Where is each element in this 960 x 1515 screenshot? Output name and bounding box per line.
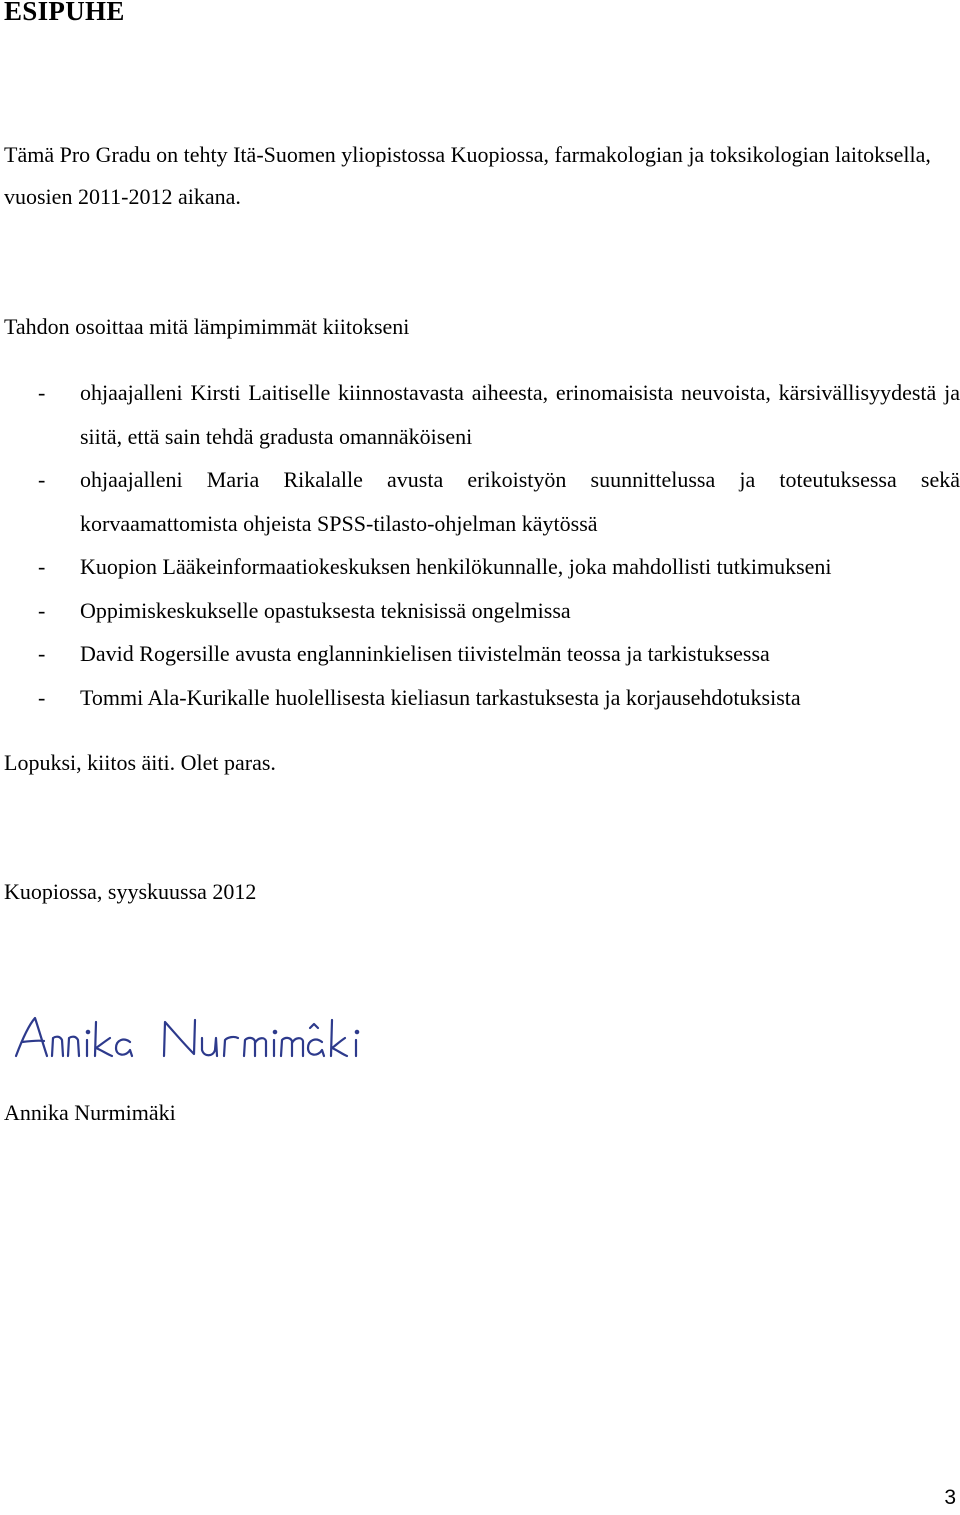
intro-paragraph: Tämä Pro Gradu on tehty Itä-Suomen yliopistossa Kuopiossa, farmakologian ja toksikologian laitoksella, vuosien 2011-2012 aikana. bbox=[4, 142, 931, 209]
list-item bbox=[0, 545, 960, 589]
list-item-text: Oppimiskeskukselle opastuksesta teknisissä ongelmissa bbox=[80, 597, 571, 623]
bullet-dash: - bbox=[38, 597, 46, 623]
bullet-dash: - bbox=[38, 554, 46, 579]
list-item bbox=[0, 676, 960, 720]
bullet-dash: - bbox=[38, 641, 46, 666]
place-date: Kuopiossa, syyskuussa 2012 bbox=[4, 879, 257, 904]
list-item-text: Kuopion Lääkeinformaatiokeskuksen henkilökunnalle, joka mahdollisti tutkimukseni bbox=[80, 554, 832, 579]
signed-name: Annika Nurmimäki bbox=[4, 1100, 176, 1125]
list-item-text: Tommi Ala-Kurikalle huolellisesta kieliasun tarkastuksesta ja korjausehdotuksista bbox=[80, 684, 801, 710]
list-item bbox=[0, 589, 960, 633]
signature-strokes bbox=[16, 1018, 358, 1056]
page-number: 3 bbox=[944, 1486, 956, 1509]
list-item-text: David Rogersille avusta englanninkielisen tiivistelmän teossa ja tarkistuksessa bbox=[80, 641, 770, 666]
closing-line: Lopuksi, kiitos äiti. Olet paras. bbox=[4, 750, 276, 775]
list-item bbox=[0, 632, 960, 676]
list-item bbox=[0, 371, 960, 458]
acknowledgements-list bbox=[0, 371, 960, 719]
bullet-dash: - bbox=[38, 684, 46, 710]
page-title: ESIPUHE bbox=[4, 0, 125, 26]
thanks-intro: Tahdon osoittaa mitä lämpimimmät kiitokseni bbox=[4, 314, 410, 339]
bullet-dash: - bbox=[38, 467, 46, 492]
bullet-dash: - bbox=[38, 380, 46, 405]
handwritten-signature bbox=[8, 1010, 368, 1070]
list-item-text: ohjaajalleni Maria Rikalalle avusta erikoistyön suunnittelussa ja toteutuksessa sekä korvaamattomista ohjeista SPSS-tilasto-ohjelman käytössä bbox=[80, 467, 960, 536]
list-item bbox=[0, 458, 960, 545]
list-item-text: ohjaajalleni Kirsti Laitiselle kiinnostavasta aiheesta, erinomaisista neuvoista, kärsivällisyydestä ja siitä, että sain tehdä gradusta omannäköiseni bbox=[80, 380, 960, 449]
